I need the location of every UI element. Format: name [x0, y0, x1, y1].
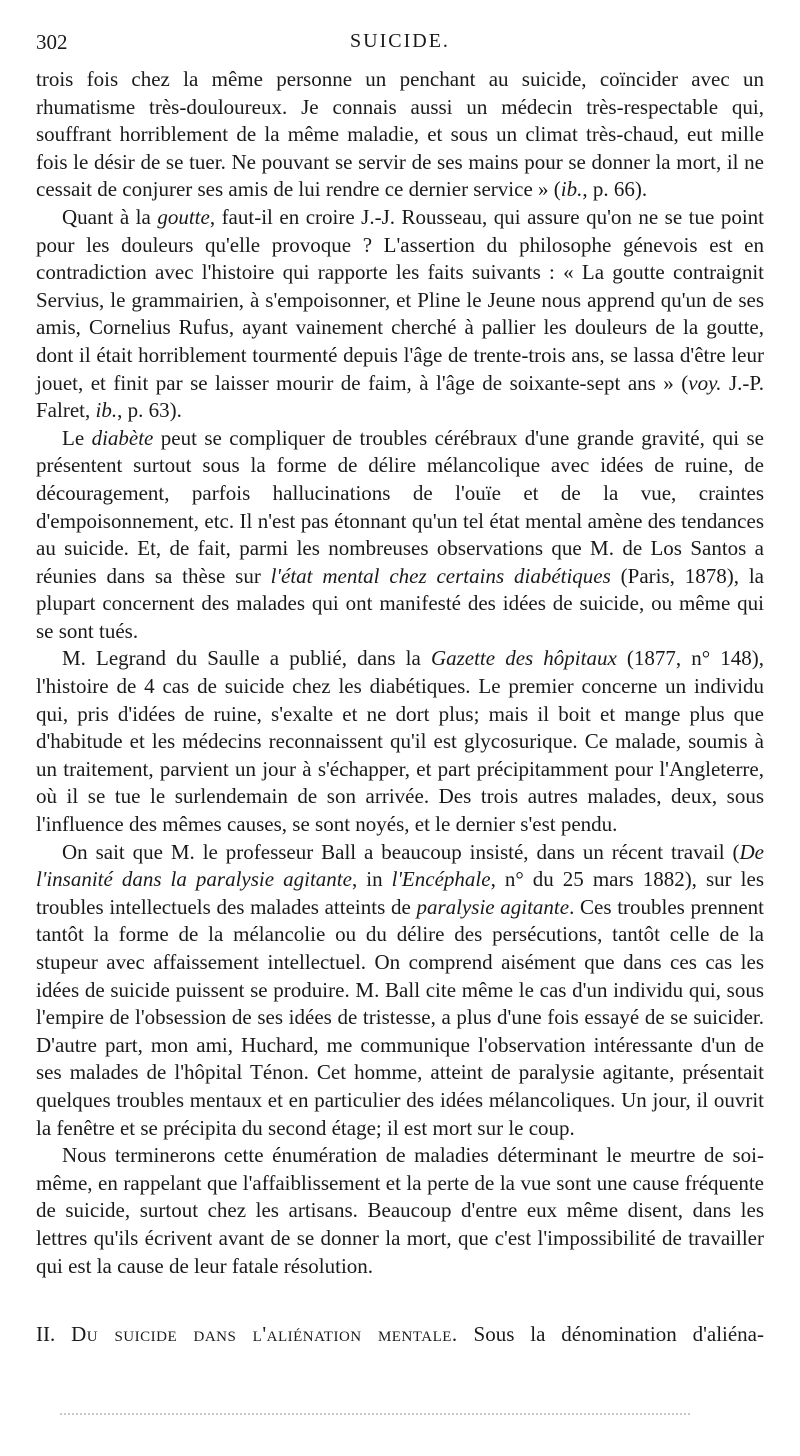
- paragraph: [36, 425, 764, 646]
- section-continuation: Sous la dénomination d'aliéna-: [473, 1322, 764, 1346]
- paragraph: [36, 1142, 764, 1280]
- text-run: (Paris, 1878), la plupart concernent des malades qui ont manifesté des idées de suicide, ou même qui se sont tués.: [36, 563, 764, 643]
- text-run: , n° du 25 mars 1882), sur les troubles intellectuels des malades atteints de: [36, 867, 764, 919]
- section-number: II.: [36, 1322, 56, 1346]
- section-title: Du suicide dans l'aliénation mentale.: [71, 1322, 458, 1346]
- text-run: , faut-il en croire J.-J. Rousseau, qui assure qu'on ne se tue point pour les douleurs qu'elle provoque ? L'assertion du philosophe génevois est en contradiction avec l'histoire qui rapporte les faits suivants : « La goutte contraignit Servius, le grammairien, à s'empoisonner, et Pline le Jeune nous apprend qu'un de ses amis, Cornelius Rufus, ayant vainement cherché à pallier les douleurs de la goutte, dont il était horriblement tourmenté depuis l'âge de trente-trois ans, se lassa d'être leur jouet, et finit par se laisser mourir de faim, à l'âge de soixante-sept ans » (: [36, 204, 764, 395]
- italic-text: ib.: [95, 398, 118, 423]
- text-run: trois fois chez la même personne un penchant au suicide, coïncider avec un rhumatisme très-douloureux. Je connais aussi un médecin très-respectable qui, souffrant horriblement de la même maladie, et sous un climat très-chaud, eut mille fois le désir de se tuer. Ne pouvant se servir de ses mains pour se donner la mort, il ne cessait de conjurer ses amis de lui rendre ce dernier service » (: [36, 67, 764, 202]
- italic-text: l'état mental chez certains diabétiques: [270, 563, 611, 588]
- paragraph: [36, 66, 764, 204]
- text-run: Nous terminerons cette énumération de maladies déterminant le meurtre de soi-même, en rappelant que l'affaiblissement et la perte de la vue sont une cause fréquente de suicide, surtout chez les artisans. Beaucoup d'entre eux même disent, dans les lettres qu'ils écrivent avant de se donner la mort, que c'est l'impossibilité de travailler qui est la cause de leur fatale résolution.: [36, 1143, 764, 1278]
- italic-text: Gazette des hôpitaux: [430, 646, 617, 671]
- text-run: J.-P. Falret,: [36, 370, 764, 423]
- body-text: [36, 66, 764, 1280]
- running-title: SUICIDE.: [350, 30, 450, 52]
- text-run: , p. 63).: [117, 398, 182, 423]
- italic-text: diabète: [91, 425, 154, 450]
- paragraph: [36, 839, 764, 1143]
- text-run: , p. 66).: [582, 177, 648, 202]
- paragraph: [36, 645, 764, 838]
- text-run: On sait que M. le professeur Ball a beaucoup insisté, dans un récent travail (: [62, 839, 740, 864]
- section-heading: [36, 1320, 764, 1348]
- text-run: M. Legrand du Saulle a publié, dans la: [62, 646, 431, 671]
- italic-text: goutte: [157, 204, 210, 229]
- paragraph: [36, 204, 764, 425]
- text-run: . Ces troubles prennent tantôt la forme de la mélancolie ou du délire des persécutions, tantôt celle de la stupeur avec affaissement intellectuel. On comprend aisément que dans ces cas les idées de suicide puissent se produire. M. Ball cite même le cas d'un individu qui, sous l'empire de l'obsession de ses idées de tristesse, a plus d'une fois essayé de se suicider. D'autre part, mon ami, Huchard, me communique l'observation intéressante d'un de ses malades de l'hôpital Ténon. Cet homme, atteint de paralysie agitante, présentait quelques troubles mentaux et en particulier des idées mélancoliques. Un jour, il ouvrit la fenêtre et se précipita du second étage; il est mort sur le coup.: [36, 894, 764, 1140]
- text-run: , in: [351, 867, 392, 892]
- text-run: peut se compliquer de troubles cérébraux d'une grande gravité, qui se présentent surtout sous la forme de délire mélancolique avec idées de ruine, de découragement, parfois hallucinations de l'ouïe et de la vue, craintes d'empoisonnement, etc. Il n'est pas étonnant qu'un tel état mental amène des tendances au suicide. Et, de fait, parmi les nombreuses observations que M. de Los Santos a réunies dans sa thèse sur: [36, 425, 764, 588]
- italic-text: ib.: [560, 177, 583, 202]
- italic-text: voy.: [688, 370, 722, 395]
- text-run: Quant à la: [62, 204, 158, 229]
- text-run: Le: [62, 425, 92, 450]
- italic-text: paralysie agitante: [416, 894, 570, 919]
- italic-text: De l'insanité dans la paralysie agitante: [36, 839, 764, 892]
- page-bottom-smudge: [60, 1413, 690, 1418]
- text-run: (1877, n° 148), l'histoire de 4 cas de suicide chez les diabétiques. Le premier concerne un individu qui, pris d'idées de ruine, s'exalte et ne dort plus; mais il boit et mange plus que d'habitude et les médecins reconnaissent qu'il est glycosurique. Ce malade, soumis à un traitement, parvient un jour à s'échapper, et part précipitamment pour l'Angleterre, où il se tue le surlendemain de son arrivée. Des trois autres malades, deux, sous l'influence des mêmes causes, se sont noyés, et le dernier s'est pendu.: [36, 646, 764, 837]
- italic-text: l'Encéphale: [391, 867, 491, 892]
- page-header: [36, 30, 764, 60]
- page-number: 302: [36, 30, 68, 54]
